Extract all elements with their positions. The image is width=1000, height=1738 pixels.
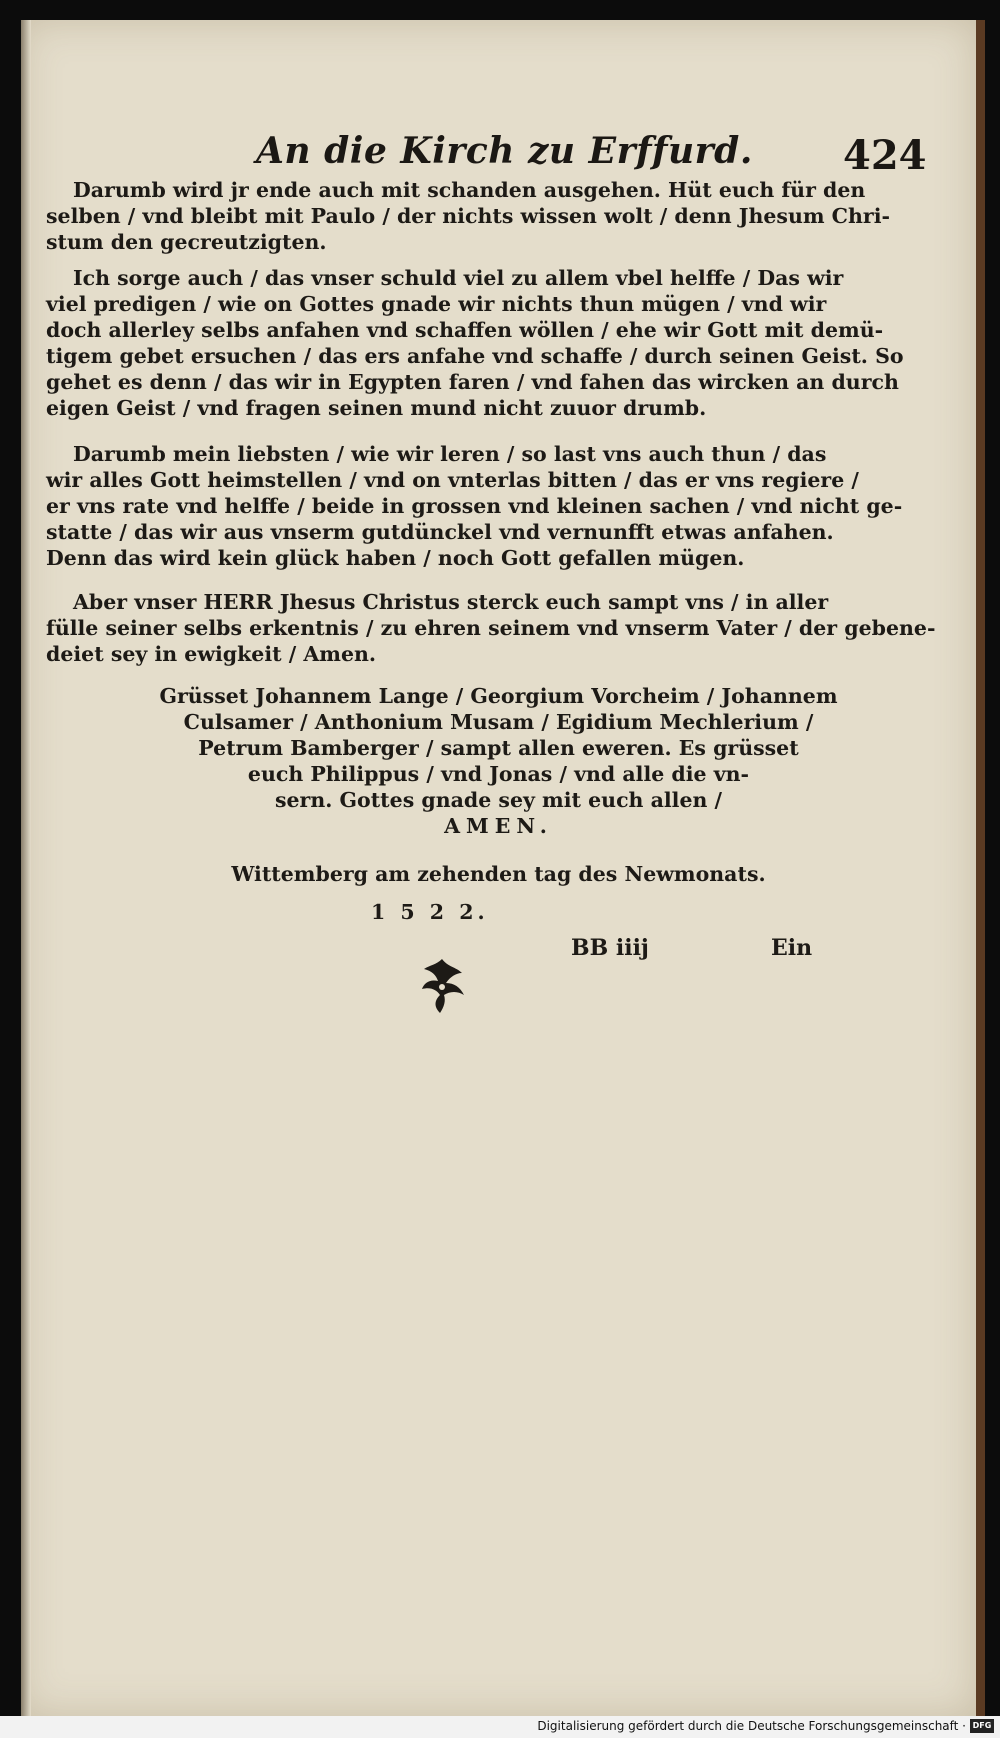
- body-line: Darumb wird jr ende auch mit schanden ausgehen. Hüt euch für den: [73, 178, 866, 202]
- place-date-line: Wittemberg am zehenden tag des Newmonats.: [231, 862, 766, 886]
- body-line: gehet es denn / das wir in Egypten faren / vnd fahen das wircken an durch: [46, 370, 899, 394]
- page-edge: [976, 20, 985, 1716]
- body-line: viel predigen / wie on Gottes gnade wir nichts thun mügen / vnd wir: [46, 292, 827, 316]
- dfg-logo: DFG: [970, 1719, 994, 1733]
- book-page: [21, 20, 976, 1716]
- body-line: Aber vnser HERR Jhesus Christus sterck euch sampt vns / in aller: [73, 590, 829, 614]
- body-line: stum den gecreutzigten.: [46, 230, 327, 254]
- greetings-line: sern. Gottes gnade sey mit euch allen /: [274, 788, 723, 812]
- page-number: 424: [843, 132, 927, 179]
- greetings-line: Petrum Bamberger / sampt allen eweren. Es grüsset: [198, 736, 799, 760]
- body-line: tigem gebet ersuchen / das ers anfahe vnd schaffe / durch seinen Geist. So: [46, 344, 904, 368]
- catchword: Ein: [771, 935, 813, 961]
- year: 1 5 2 2.: [371, 900, 489, 924]
- greetings-line: euch Philippus / vnd Jonas / vnd alle die vn-: [247, 762, 750, 786]
- body-line: fülle seiner selbs erkentnis / zu ehren seinem vnd vnserm Vater / der gebene-: [46, 616, 936, 640]
- body-line: Ich sorge auch / das vnser schuld viel zu allem vbel helffe / Das wir: [73, 266, 844, 290]
- body-line: wir alles Gott heimstellen / vnd on vnterlas bitten / das er vns regiere /: [46, 468, 859, 492]
- footer-credit: Digitalisierung gefördert durch die Deutsche Forschungsgemeinschaft ·: [537, 1719, 966, 1733]
- body-line: selben / vnd bleibt mit Paulo / der nichts wissen wolt / denn Jhesum Chri-: [46, 204, 890, 228]
- footer-bar: [0, 1716, 1000, 1738]
- body-line: Darumb mein liebsten / wie wir leren / so last vns auch thun / das: [73, 442, 827, 466]
- greetings-line: Culsamer / Anthonium Musam / Egidium Mechlerium /: [183, 710, 814, 734]
- greetings-line: Grüsset Johannem Lange / Georgium Vorcheim / Johannem: [159, 684, 838, 708]
- signature-mark: BB iiij: [571, 935, 649, 961]
- fleuron-ornament-icon: [416, 955, 468, 1017]
- body-line: statte / das wir aus vnserm gutdünckel vnd vernunfft etwas anfahen.: [46, 520, 834, 544]
- amen-line: AMEN.: [444, 814, 553, 838]
- body-line: deiet sey in ewigkeit / Amen.: [46, 642, 377, 666]
- body-line: eigen Geist / vnd fragen seinen mund nicht zuuor drumb.: [46, 396, 707, 420]
- body-line: doch allerley selbs anfahen vnd schaffen wöllen / ehe wir Gott mit demü-: [46, 318, 884, 342]
- body-line: Denn das wird kein glück haben / noch Gott gefallen mügen.: [46, 546, 745, 570]
- body-line: er vns rate vnd helffe / beide in grossen vnd kleinen sachen / vnd nicht ge-: [46, 494, 903, 518]
- running-title: An die Kirch zu Erffurd.: [256, 130, 753, 172]
